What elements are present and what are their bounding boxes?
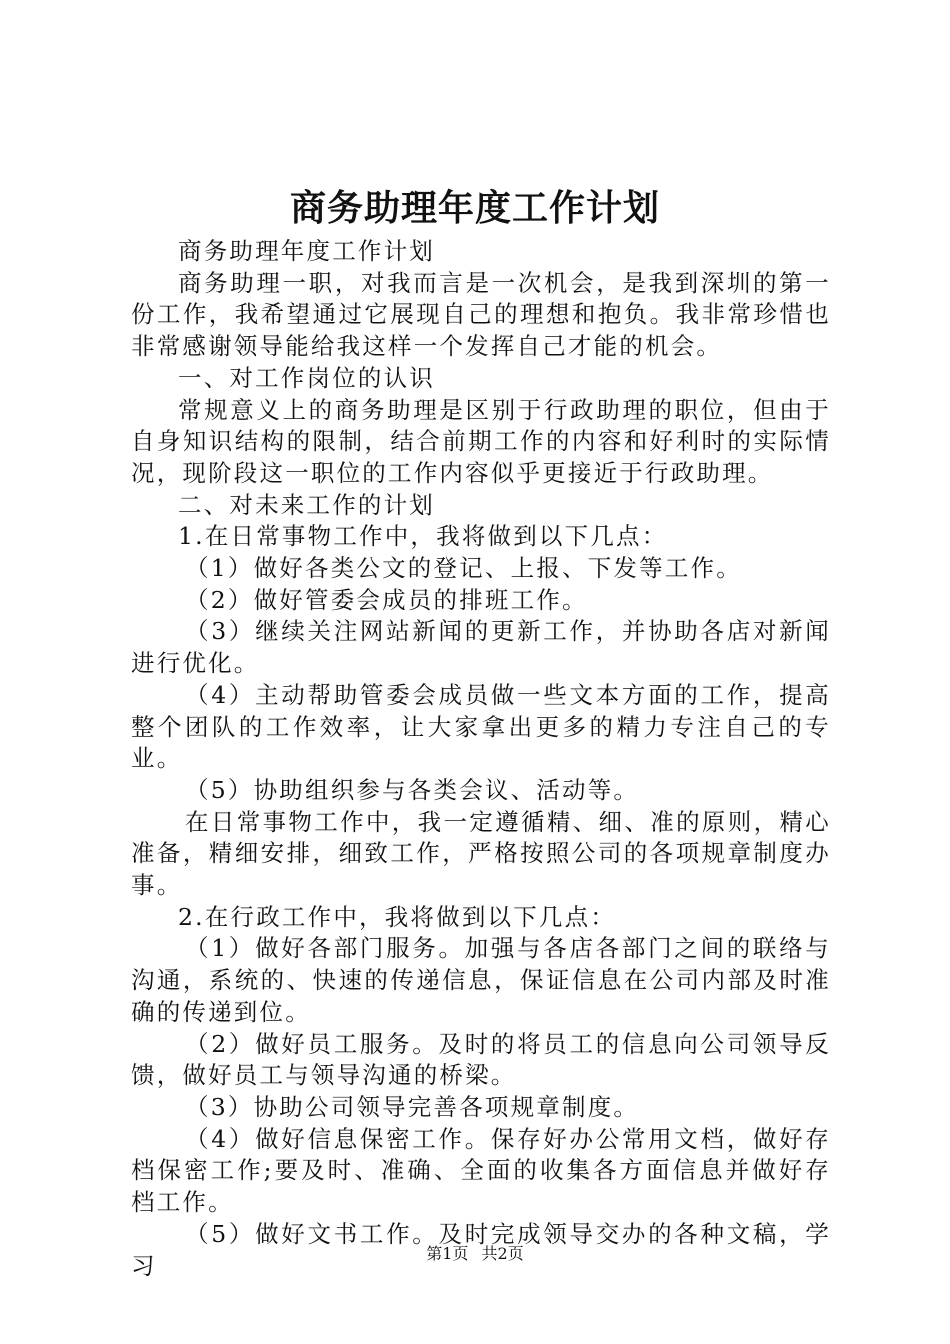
list-item: （1）做好各类公文的登记、上报、下发等工作。 (185, 554, 742, 583)
page-total: 共2页 (481, 1244, 524, 1263)
list-item: （2）做好员工服务。及时的将员工的信息向公司领导反馈，做好员工与领导沟通的桥梁。 (131, 1029, 831, 1090)
page-number: 第1页 (426, 1244, 469, 1263)
paragraph-heading: 商务助理年度工作计划 (178, 237, 435, 265)
paragraph-principle: 在日常事物工作中，我一定遵循精、细、准的原则，精心准备，精细安排，细致工作，严格按照公司的各项规章制度办事。 (131, 807, 831, 900)
paragraph-intro: 商务助理一职，对我而言是一次机会，是我到深圳的第一份工作，我希望通过它展现自己的理想和抱负。我非常珍惜也非常感谢领导能给我这样一个发挥自己才能的机会。 (131, 268, 831, 361)
section-heading-2: 二、对未来工作的计划 (178, 490, 435, 519)
list-item: （3）继续关注网站新闻的更新工作，并协助各店对新闻进行优化。 (131, 617, 831, 678)
document-title: 商务助理年度工作计划 (289, 187, 660, 229)
list-item: （3）协助公司领导完善各项规章制度。 (185, 1092, 640, 1121)
list-item: （5）做好文书工作。及时完成领导交办的各种文稿，学习 (131, 1219, 831, 1280)
page-footer (0, 1243, 950, 1265)
list-item: （5）协助组织参与各类会议、活动等。 (185, 775, 640, 804)
section-heading-1: 一、对工作岗位的认识 (178, 363, 435, 392)
subsection-heading-2: 2.在行政工作中，我将做到以下几点： (178, 902, 617, 931)
document-body (131, 236, 831, 1282)
list-item: （1）做好各部门服务。加强与各店各部门之间的联络与沟通，系统的、快速的传递信息，保证信息在公司内部及时准确的传递到位。 (131, 934, 831, 1026)
list-item: （4）主动帮助管委会成员做一些文本方面的工作，提高整个团队的工作效率，让大家拿出更多的精力专注自己的专业。 (131, 680, 831, 773)
list-item: （4）做好信息保密工作。保存好办公常用文档，做好存档保密工作;要及时、准确、全面的收集各方面信息并做好存档工作。 (131, 1124, 831, 1217)
subsection-heading-1: 1.在日常事物工作中，我将做到以下几点： (178, 522, 668, 551)
list-item: （2）做好管委会成员的排班工作。 (185, 585, 588, 614)
paragraph-role: 常规意义上的商务助理是区别于行政助理的职位，但由于自身知识结构的限制，结合前期工作的内容和好利时的实际情况，现阶段这一职位的工作内容似乎更接近于行政助理。 (131, 395, 831, 487)
